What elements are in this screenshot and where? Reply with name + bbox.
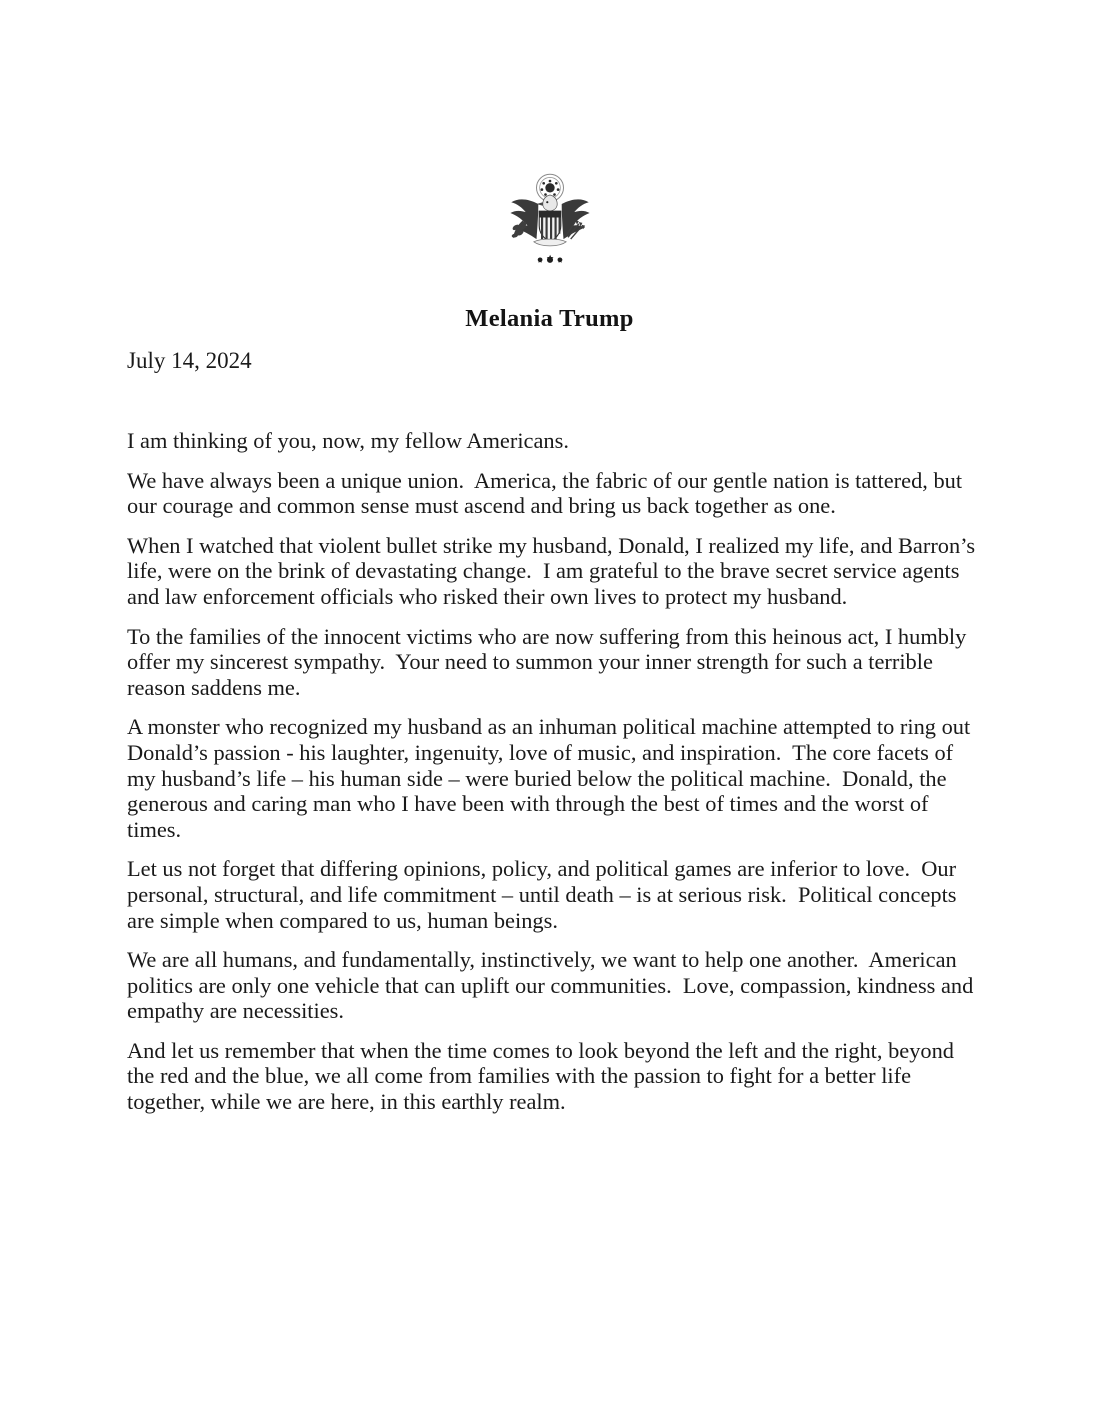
letter-paragraph: When I watched that violent bullet strike my husband, Donald, I realized my life, and Barron’s life, were on the brink of devastating change. I am grateful to the brave secret service agents and law enforcement officials who risked their own lives to protect my husband. (127, 532, 981, 609)
letter-paragraph: A monster who recognized my husband as an inhuman political machine attempted to ring out Donald’s passion - his laughter, ingenuity, love of music, and inspiration. The core facets of my husband’s life – his human side – were buried below the political machine. Donald, the generous and caring man who I have been with through the best of times and the worst of times. (127, 714, 976, 842)
letter-paragraph: We have always been a unique union. America, the fabric of our gentle nation is tattered, but our courage and common sense must ascend and bring us back together as one. (127, 467, 968, 519)
letterhead-name: Melania Trump (465, 305, 634, 332)
great-seal-icon (496, 168, 604, 276)
letter-paragraph: And let us remember that when the time comes to look beyond the left and the right, beyond the red and the blue, we all come from families with the passion to fight for a better life together, while we are here, in this earthly realm. (127, 1037, 960, 1115)
letter-date: July 14, 2024 (127, 348, 252, 373)
letter-paragraph: We are all humans, and fundamentally, instinctively, we want to help one another. American politics are only one vehicle that can uplift our communities. Love, compassion, kindness and empathy are necessities. (127, 947, 979, 1024)
letter-body (127, 428, 979, 1115)
letter-paragraph: Let us not forget that differing opinions, policy, and political games are inferior to love. Our personal, structural, and life commitment – until death – is at serious risk. Political concepts are simple when compared to us, human beings. (127, 856, 963, 933)
letter-paragraph: I am thinking of you, now, my fellow Americans. (127, 428, 569, 453)
letter-paragraph: To the families of the innocent victims who are now suffering from this heinous act, I humbly offer my sincerest sympathy. Your need to summon your inner strength for such a terrible reason saddens me. (127, 623, 972, 700)
letterhead-seal-container (0, 168, 1099, 281)
